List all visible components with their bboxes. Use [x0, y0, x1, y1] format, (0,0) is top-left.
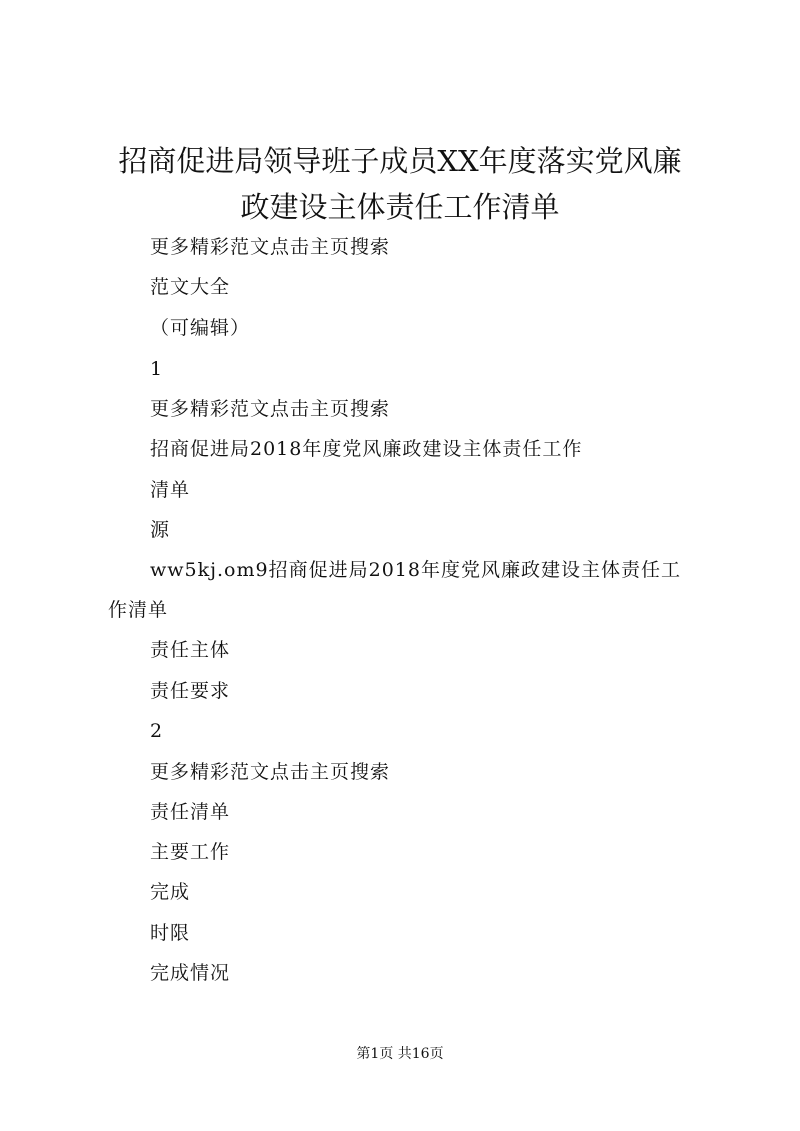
text-line: 作清单	[108, 599, 169, 621]
text-line: 清单	[150, 479, 191, 501]
page-footer: 第1页 共16页	[356, 1046, 444, 1062]
text-line: 范文大全	[150, 276, 231, 298]
text-line: 2	[150, 720, 164, 742]
text-line: 主要工作	[150, 841, 231, 863]
text-line: 责任清单	[150, 801, 231, 823]
text-line: （可编辑）	[150, 317, 251, 339]
text-line: 时限	[150, 922, 191, 944]
text-line: ww5kj.om9招商促进局2018年度党风廉政建设主体责任工	[150, 559, 681, 581]
text-line: 更多精彩范文点击主页搜索	[150, 236, 391, 258]
text-line: 更多精彩范文点击主页搜索	[150, 398, 391, 420]
text-line: 招商促进局2018年度党风廉政建设主体责任工作	[150, 438, 583, 460]
text-line: 责任主体	[150, 639, 231, 661]
text-line: 更多精彩范文点击主页搜索	[150, 761, 391, 783]
text-line: 责任要求	[150, 680, 231, 702]
text-line: 完成	[150, 881, 191, 903]
document-title-line-1: 招商促进局领导班子成员XX年度落实党风廉	[118, 144, 682, 178]
text-line: 源	[150, 519, 171, 541]
text-line: 1	[150, 358, 164, 380]
text-line: 完成情况	[150, 962, 231, 984]
document-title-line-2: 政建设主体责任工作清单	[240, 190, 560, 224]
